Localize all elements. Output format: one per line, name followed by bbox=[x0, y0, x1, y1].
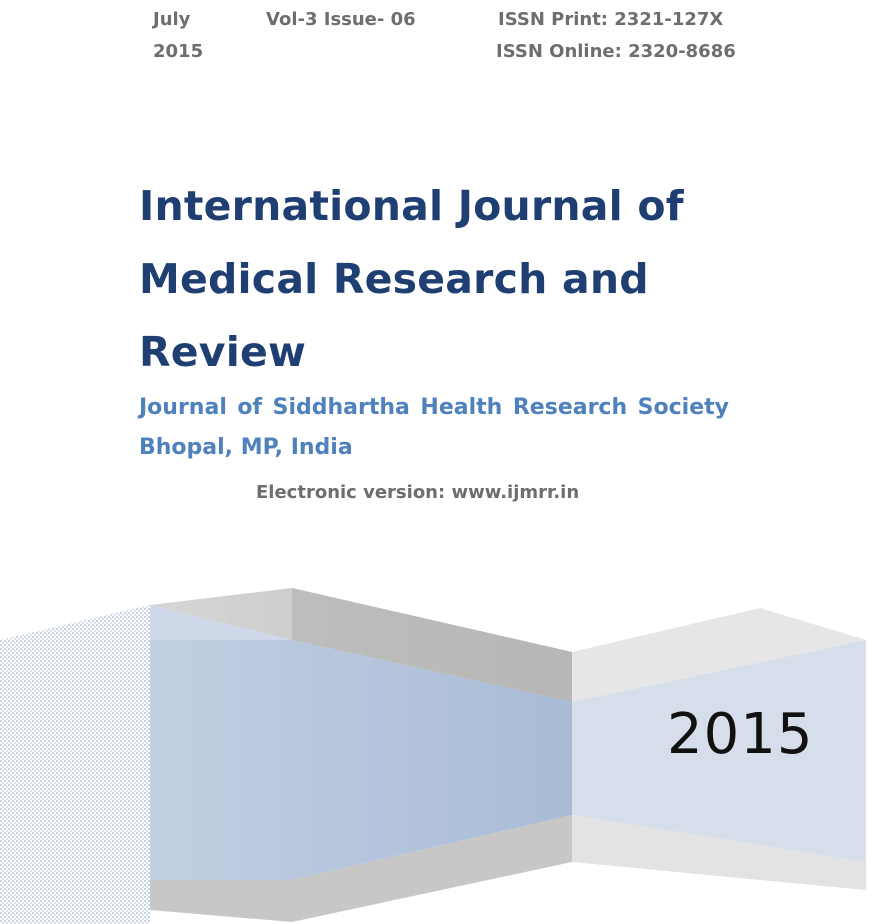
journal-title-line-3: Review bbox=[139, 328, 307, 376]
society-block bbox=[139, 388, 729, 468]
ribbon-left-dotted bbox=[0, 605, 150, 905]
cover-year: 2015 bbox=[667, 702, 814, 767]
journal-title-line-1: International Journal of bbox=[139, 182, 684, 230]
journal-title-line-2: Medical Research and bbox=[139, 255, 649, 303]
volume-issue: Vol-3 Issue- 06 bbox=[266, 9, 416, 30]
journal-title bbox=[139, 170, 839, 389]
electronic-version: Electronic version: www.ijmrr.in bbox=[256, 482, 580, 503]
issn-online: ISSN Online: 2320-8686 bbox=[496, 41, 736, 62]
issn-print: ISSN Print: 2321-127X bbox=[498, 9, 724, 30]
issue-year: 2015 bbox=[153, 41, 204, 62]
issue-month: July bbox=[153, 9, 191, 30]
society-location: Bhopal, MP, India bbox=[139, 435, 353, 460]
society-name: Journal of Siddhartha Health Research Society bbox=[139, 395, 729, 420]
issue-header bbox=[0, 0, 872, 80]
